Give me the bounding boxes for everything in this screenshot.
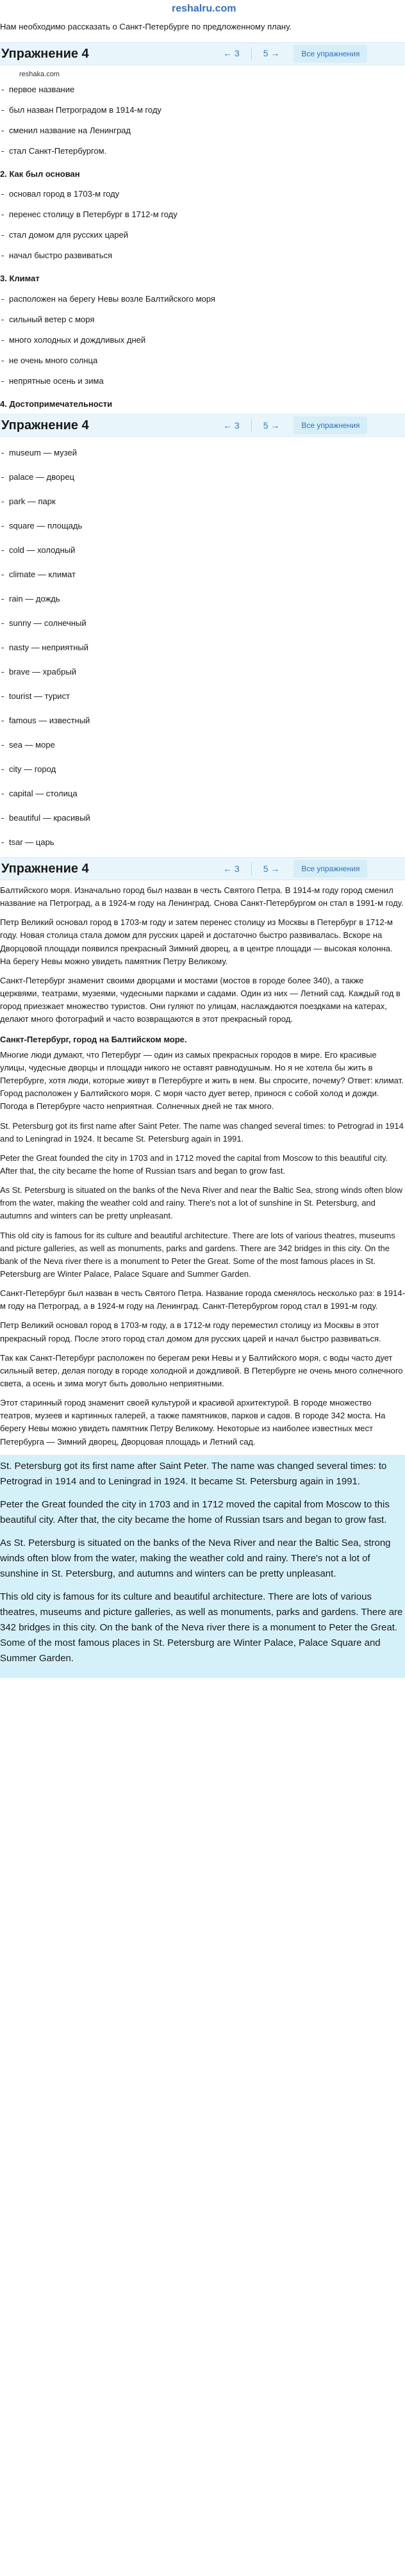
vocab-item: - city — город xyxy=(0,757,405,782)
paragraph: This old city is famous for its culture and beautiful architecture. There are lots of various theatres, museums and picture galleries, as well as monuments, parks and gardens. There are 342 bridges in this city. On the bank of the Neva river there is a monument to Peter the Great. Some of the most famous places in St. Petersburg are Winter Palace, Palace Square and Summer Garden. xyxy=(0,1591,403,1664)
exercise-nav xyxy=(218,45,285,62)
essay-title: Санкт-Петербург, город на Балтийском море. xyxy=(0,1035,187,1045)
vocab-item: - sea — море xyxy=(0,733,405,757)
paragraph: Санкт-Петербург был назван в честь Святого Петра. Название города сменялось несколько раз: в 1914-м году на Петроград, а в 1924-м году на Ленинград. Санкт-Петербургом город стал в 1991-м году. xyxy=(0,1288,405,1311)
all-exercises-button[interactable]: Все упражнения xyxy=(293,860,367,878)
section-4-title: 4. Достопримечательности xyxy=(0,398,113,409)
vocab-item: - beautiful — красивый xyxy=(0,806,405,830)
section-3-title: 3. Климат xyxy=(0,274,40,283)
vocab-item: - cold — холодный xyxy=(0,538,405,562)
vocab-item: - tsar — царь xyxy=(0,830,405,855)
vocab-item: - brave — храбрый xyxy=(0,660,405,684)
highlighted-english-text xyxy=(0,1455,405,1678)
exercise-title: Упражнение 4 xyxy=(1,46,89,61)
vocab-list-1 xyxy=(0,441,405,636)
list-item: - много холодных и дождливых дней xyxy=(0,330,405,350)
prev-exercise-button[interactable]: ← 3 xyxy=(223,863,240,874)
exercise-nav-bar xyxy=(0,414,405,437)
list-item: - непрятные осень и зима xyxy=(0,371,405,391)
paragraph: Петр Великий основал город в 1703-м году, а в 1712-м году переместил столицу из Москвы в этот прекрасный город. После этого город стал домом для русских царей и начал быстро развиваться. xyxy=(0,1320,381,1343)
paragraph: Санкт-Петербург знаменит своими дворцами и мостами (мостов в городе более 340), а также церквями, театрами, музеями, чудесными парками и садами. Один из них — Летний сад. Каждый год в город приезжает множество туристов. Они гуляют по улицам, наслаждаются поездками на катерах, делают много фотографий и часто возвращаются в этот прекрасный город. xyxy=(0,975,401,1024)
list-item: - был назван Петроградом в 1914-м году xyxy=(0,100,405,120)
list-item: - не очень много солнца xyxy=(0,350,405,371)
section-2-title: 2. Как был основан xyxy=(0,168,80,179)
list-item: - перенес столицу в Петербург в 1712-м году xyxy=(0,204,405,225)
paragraph: Peter the Great founded the city in 1703 and in 1712 moved the capital from Moscow to this beautiful city. After that, the city became the home of Russian tsars and began to grow fast. xyxy=(0,1153,388,1176)
exercise-title: Упражнение 4 xyxy=(1,418,89,432)
paragraph: As St. Petersburg is situated on the banks of the Neva River and near the Baltic Sea, strong winds often blow from the water, making the weather cold and rainy. There's not a lot of sunshine in St. Petersburg, and autumns and winters can be pretty unpleasant. xyxy=(0,1537,391,1579)
vocab-item: - rain — дождь xyxy=(0,587,405,611)
paragraph: Этот старинный город знаменит своей культурой и красивой архитектурой. В городе множество театров, музеев и картинных галерей, а также памятников, парков и садов. В городе 342 моста. На берегу Невы можно увидеть памятник Петру Великому. Некоторые из наиболее известных мест Петербурга — Зимний дворец, Дворцовая площадь и Летний сад. xyxy=(0,1398,386,1447)
list-item: - расположен на берегу Невы возле Балтийского моря xyxy=(0,289,405,309)
vocab-item: - museum — музей xyxy=(0,441,405,465)
nav-divider xyxy=(251,862,252,875)
watermark: reshaka.com xyxy=(19,70,60,78)
exercise-title: Упражнение 4 xyxy=(1,862,89,876)
paragraph: This old city is famous for its culture and beautiful architecture. There are lots of various theatres, museums and picture galleries, as well as monuments, parks and gardens. There are 342 bridges in this city. On the bank of the Neva river there is a monument to Peter the Great. Some of the most famous places in St. Petersburg are Winter Palace, Palace Square and Summer Garden. xyxy=(0,1230,395,1279)
list-item: - начал быстро развиваться xyxy=(0,245,405,266)
watermark-row xyxy=(0,69,405,79)
vocab-list-2 xyxy=(0,636,405,855)
list-item: - стал домом для русских царей xyxy=(0,225,405,245)
paragraph: Так как Санкт-Петербург расположен по берегам реки Невы и у Балтийского моря, с воды часто дует сильный ветер, делая погоду в городе холодной и дождливой. В Петербурге не очень много солнечного света, а осень и зима могут быть довольно неприятными. xyxy=(0,1352,403,1388)
section-3-list xyxy=(0,289,405,391)
section-1-list xyxy=(0,79,405,161)
exercise-nav xyxy=(218,417,285,434)
vocab-item: - nasty — неприятный xyxy=(0,636,405,660)
vocab-item: - climate — климат xyxy=(0,562,405,587)
paragraph: Peter the Great founded the city in 1703 and in 1712 moved the capital from Moscow to this beautiful city. After that, the city became the home of Russian tsars and began to grow fast. xyxy=(0,1498,390,1525)
vocab-item: - palace — дворец xyxy=(0,465,405,489)
site-logo[interactable]: reshalru.com xyxy=(172,3,236,14)
list-item: - первое название xyxy=(0,79,405,100)
paragraph: Балтийского моря. Изначально город был назван в честь Святого Петра. В 1914-м году город сменил название на Петроград, а в 1924-м году на Ленинград. Снова Санкт-Петербургом он стал в 1991-м году. xyxy=(0,885,404,908)
list-item: - стал Санкт-Петербургом. xyxy=(0,141,405,161)
exercise-nav xyxy=(218,860,285,878)
list-item: - основал город в 1703-м году xyxy=(0,184,405,204)
paragraph: St. Petersburg got its first name after Saint Peter. The name was changed several times: to Petrograd in 1914 and to Leningrad in 1924. It became St. Petersburg again in 1991. xyxy=(0,1460,387,1487)
all-exercises-button[interactable]: Все упражнения xyxy=(293,45,367,63)
top-bar xyxy=(0,0,405,19)
prev-exercise-button[interactable]: ← 3 xyxy=(223,420,240,431)
paragraph: As St. Petersburg is situated on the banks of the Neva River and near the Baltic Sea, strong winds often blow from the water, making the weather cold and rainy. There's not a lot of sunshine in St. Petersburg, and autumns and winters can be pretty unpleasant. xyxy=(0,1185,402,1221)
section-2-list xyxy=(0,184,405,266)
vocab-item: - park — парк xyxy=(0,489,405,514)
next-exercise-button[interactable]: 5 → xyxy=(263,48,280,58)
next-exercise-button[interactable]: 5 → xyxy=(263,420,280,431)
next-exercise-button[interactable]: 5 → xyxy=(263,863,280,874)
nav-divider xyxy=(251,419,252,432)
vocab-item: - famous — известный xyxy=(0,709,405,733)
paragraph: St. Petersburg got its first name after Saint Peter. The name was changed several times: to Petrograd in 1914 and to Leningrad in 1924. It became St. Petersburg again in 1991. xyxy=(0,1120,404,1144)
vocab-item: - square — площадь xyxy=(0,514,405,538)
vocab-item: - tourist — турист xyxy=(0,684,405,709)
all-exercises-button[interactable]: Все упражнения xyxy=(293,416,367,434)
vocab-item: - capital — столица xyxy=(0,782,405,806)
nav-divider xyxy=(251,47,252,60)
list-item: - сменил название на Ленинград xyxy=(0,120,405,141)
intro-text: Нам необходимо рассказать о Санкт-Петербурге по предложенному плану. xyxy=(0,22,292,31)
paragraph: Многие люди думают, что Петербург — один из самых прекрасных городов в мире. Его красивые улицы, чудесные дворцы и площади никого не оставят равнодушным. Но я не хотела бы жить в Петербурге, хотя люди, которые живут в Петербурге и жить в нем. Вы спросите, почему? Ответ: климат. Город расположен у Балтийского моря. С моря часто дует ветер, принося с собой холод и дожди. Погода в Петербурге часто неприятная. Солнечных дней не так много. xyxy=(0,1049,404,1112)
exercise-nav-bar xyxy=(0,857,405,880)
list-item: - сильный ветер с моря xyxy=(0,309,405,330)
vocab-item: - sunny — солнечный xyxy=(0,611,405,636)
exercise-nav-bar xyxy=(0,42,405,65)
paragraph: Петр Великий основал город в 1703-м году и затем перенес столицу из Москвы в Петербург в 1712-м году. Новая столица стала домом для русских царей и достаточно быстро развивалась. Вскоре на Дворцовой площади появился прекрасный Зимний дворец, а в центре площади — высокая колонна. На берегу Невы можно увидеть памятник Петру Великому. xyxy=(0,917,393,966)
prev-exercise-button[interactable]: ← 3 xyxy=(223,48,240,58)
